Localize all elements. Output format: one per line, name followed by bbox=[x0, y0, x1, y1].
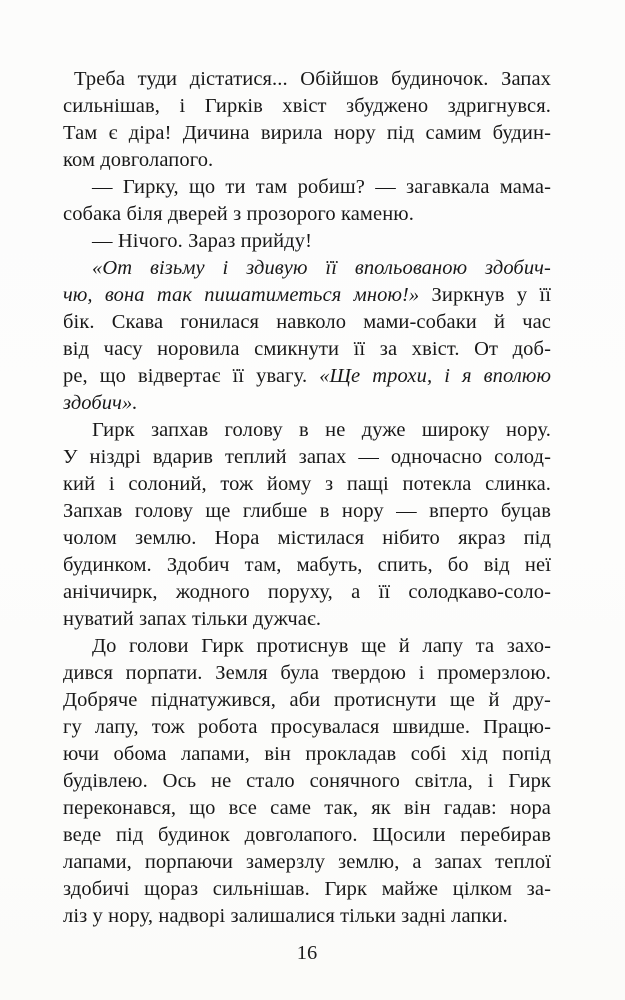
text-line bbox=[63, 228, 551, 255]
text-line bbox=[63, 282, 551, 309]
text-line bbox=[63, 66, 551, 93]
text-line bbox=[63, 849, 551, 876]
text-line bbox=[63, 606, 551, 633]
text-segment: ре, що відвертає її увагу. bbox=[63, 365, 320, 387]
text-segment: переконався, що все саме так, як він гадав: нора bbox=[63, 797, 551, 819]
text-line bbox=[63, 120, 551, 147]
text-segment: будинком. Здобич там, мабуть, спить, бо від неї bbox=[63, 554, 551, 576]
text-line bbox=[63, 795, 551, 822]
text-segment: Зиркнув у її bbox=[419, 284, 551, 306]
text-segment: Добряче піднатужився, аби протиснути ще й дру- bbox=[63, 689, 551, 711]
text-segment: гу лапу, тож робота просувалася швидше. Працю- bbox=[63, 716, 551, 738]
text-segment: від часу норовила смикнути її за хвіст. От доб- bbox=[63, 338, 551, 360]
paragraph bbox=[63, 417, 551, 633]
text-line bbox=[63, 309, 551, 336]
text-segment: веде під будинок довголапого. Щосили перебирав bbox=[63, 824, 551, 846]
text-line bbox=[63, 552, 551, 579]
text-line bbox=[63, 579, 551, 606]
text-segment: нуватий запах тільки дужчає. bbox=[63, 608, 322, 630]
text-segment: бік. Скава гонилася навколо мами-собаки й час bbox=[63, 311, 551, 333]
text-segment: Запхав голову ще глибше в нору — вперто буцав bbox=[63, 500, 551, 522]
text-line bbox=[63, 876, 551, 903]
text-block bbox=[63, 66, 551, 930]
text-line bbox=[63, 444, 551, 471]
text-segment: Гирк запхав голову в не дуже широку нору. bbox=[92, 419, 551, 441]
text-segment: здобичі щораз сильнішав. Гирк майже цілком за- bbox=[63, 878, 551, 900]
text-segment: — Нічого. Зараз прийду! bbox=[92, 230, 312, 252]
text-segment: будівлею. Ось не стало сонячного світла, і Гирк bbox=[63, 770, 551, 792]
text-segment: собака біля дверей з прозорого каменю. bbox=[63, 203, 414, 225]
text-segment: анічичирк, жодного поруху, а її солодкаво-соло- bbox=[63, 581, 551, 603]
italic-text-segment: «От візьму і здивую її впольованою здобич- bbox=[92, 257, 551, 279]
text-line bbox=[63, 822, 551, 849]
text-segment: чолом землю. Нора містилася нібито якраз під bbox=[63, 527, 551, 549]
text-line bbox=[63, 741, 551, 768]
italic-text-segment: чю, вона так пишатиметься мною!» bbox=[63, 284, 420, 306]
text-line bbox=[63, 768, 551, 795]
text-segment: Там є діра! Дичина вирила нору під самим будин- bbox=[63, 122, 551, 144]
paragraph bbox=[63, 174, 551, 228]
text-segment: лапами, порпаючи замерзлу землю, а запах теплої bbox=[63, 851, 551, 873]
text-segment: ліз у нору, надворі залишалися тільки задні лапки. bbox=[63, 905, 508, 927]
text-line bbox=[63, 660, 551, 687]
text-line bbox=[63, 147, 551, 174]
text-line bbox=[63, 903, 551, 930]
text-line bbox=[63, 93, 551, 120]
text-line bbox=[63, 201, 551, 228]
text-line bbox=[63, 417, 551, 444]
text-segment: Треба туди дістатися... Обійшов будиночок. Запах bbox=[74, 68, 551, 90]
text-line bbox=[63, 363, 551, 390]
text-segment: сильнішав, і Гирків хвіст збуджено здригнувся. bbox=[63, 95, 551, 117]
text-line bbox=[63, 714, 551, 741]
page-number: 16 bbox=[296, 942, 318, 964]
paragraph bbox=[63, 255, 551, 417]
text-segment: кий і солоний, тож йому з пащі потекла слинка. bbox=[63, 473, 551, 495]
text-line bbox=[63, 525, 551, 552]
text-line bbox=[63, 498, 551, 525]
italic-text-segment: здобич». bbox=[63, 392, 138, 414]
paragraph bbox=[63, 228, 551, 255]
italic-text-segment: «Ще трохи, і я вполюю bbox=[319, 365, 551, 387]
paragraph bbox=[63, 633, 551, 930]
text-segment: ком довголапого. bbox=[63, 149, 214, 171]
text-line bbox=[63, 471, 551, 498]
text-segment: дився порпати. Земля була твердою і промерзлою. bbox=[63, 662, 551, 684]
text-line bbox=[63, 336, 551, 363]
text-segment: До голови Гирк протиснув ще й лапу та захо- bbox=[92, 635, 551, 657]
text-line bbox=[63, 633, 551, 660]
text-line bbox=[63, 174, 551, 201]
text-line bbox=[63, 255, 551, 282]
text-line bbox=[63, 687, 551, 714]
text-segment: ючи обома лапами, він прокладав собі хід попід bbox=[63, 743, 551, 765]
paragraph bbox=[63, 66, 551, 174]
text-segment: У ніздрі вдарив теплий запах — одночасно солод- bbox=[63, 446, 551, 468]
text-line bbox=[63, 390, 551, 417]
text-segment: — Гирку, що ти там робиш? — загавкала мама- bbox=[92, 176, 551, 198]
